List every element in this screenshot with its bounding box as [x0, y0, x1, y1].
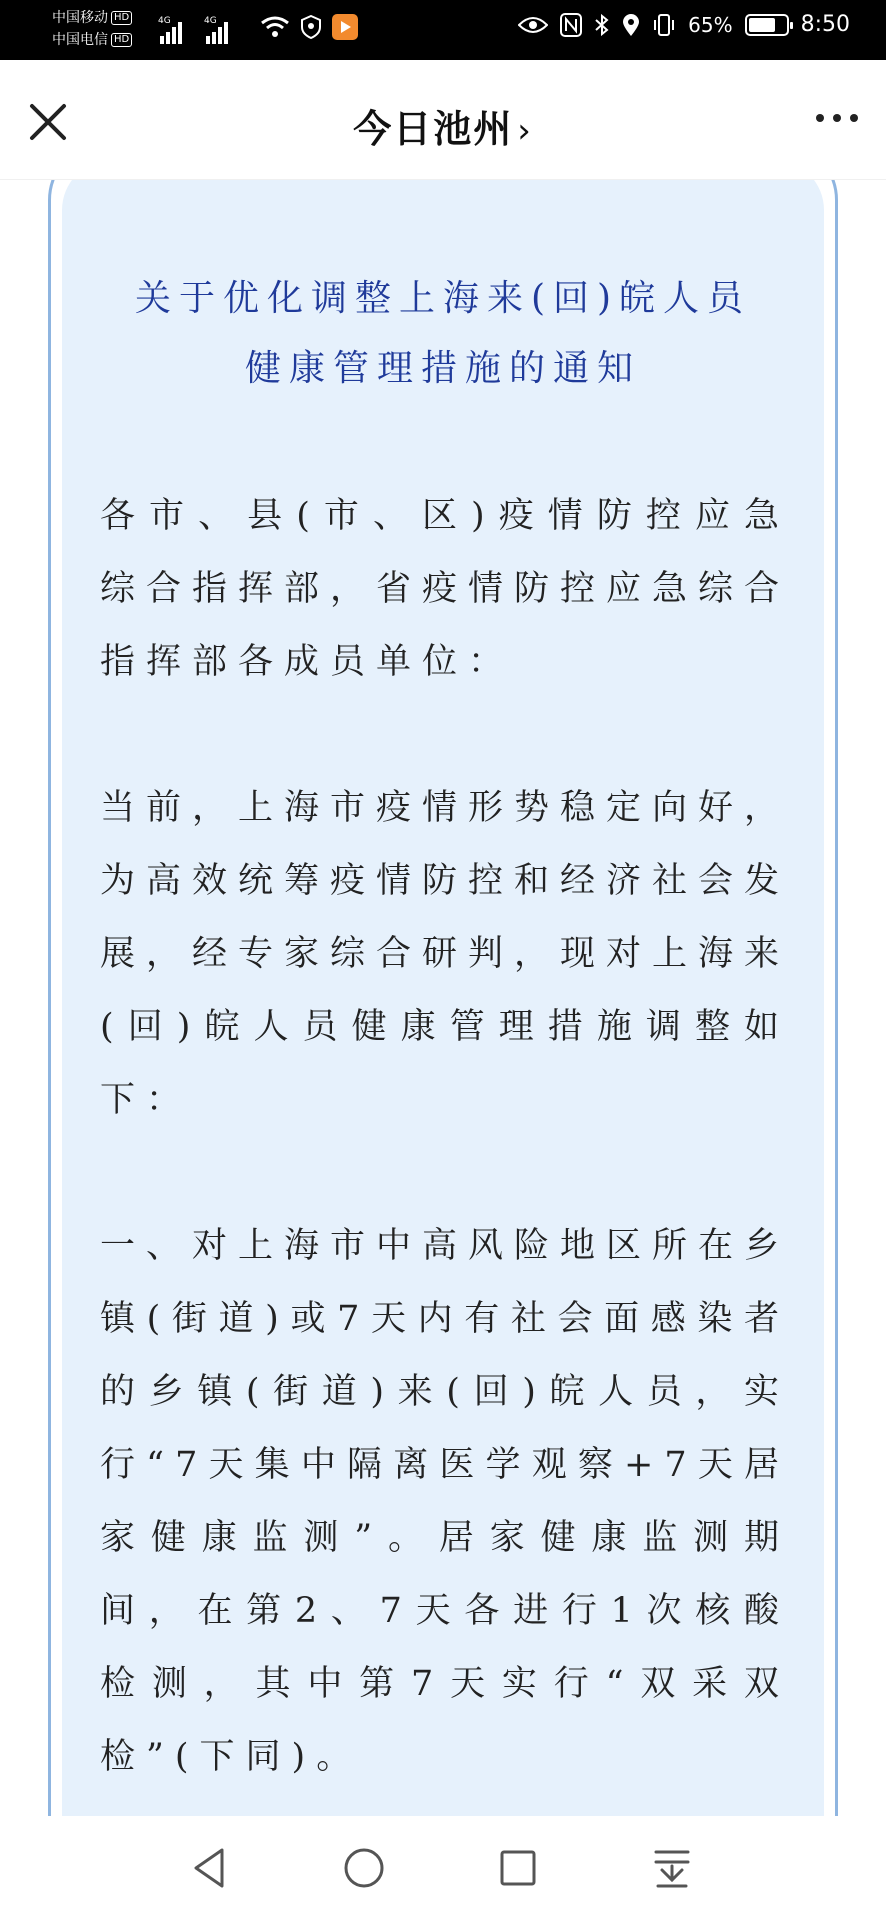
article-body[interactable] — [0, 180, 886, 1816]
shield-icon — [300, 15, 322, 39]
notice-title-line-1: 关于优化调整上海来(回)皖人员 — [134, 278, 752, 319]
account-name: 今日池州 — [353, 107, 514, 151]
recents-button[interactable] — [494, 1844, 542, 1892]
clock: 8:50 — [800, 12, 850, 37]
salutation-paragraph: 各市、县(市、区)疫情防控应急综合指挥部，省疫情防控应急综合指挥部各成员单位： — [100, 496, 791, 682]
chevron-right-icon: › — [517, 111, 533, 151]
account-title-link[interactable] — [0, 98, 886, 153]
status-icons-left — [260, 14, 358, 40]
location-icon — [622, 13, 640, 37]
eye-icon — [518, 15, 548, 35]
notice-title-line-2: 健康管理措施的通知 — [244, 348, 641, 389]
recents-icon — [494, 1844, 542, 1892]
wifi-icon — [260, 15, 290, 39]
home-icon — [340, 1844, 388, 1892]
intro-paragraph: 当前，上海市疫情形势稳定向好，为高效统筹疫情防控和经济社会发展，经专家综合研判，现对上海来(回)皖人员健康管理措施调整如下： — [100, 788, 791, 1120]
battery-icon — [745, 14, 789, 36]
home-button[interactable] — [340, 1844, 388, 1892]
signal-icon-1 — [158, 16, 182, 44]
item-1-paragraph: 一、对上海市中高风险地区所在乡镇(街道)或7天内有社会面感染者的乡镇(街道)来(回)皖人员，实行“7天集中隔离医学观察+7天居家健康监测”。居家健康监测期间，在第2、7天各进行1次核酸检测，其中第7天实行“双采双检”(下同)。 — [100, 1226, 791, 1777]
battery-percent: 65% — [688, 12, 733, 37]
more-icon-dot — [816, 114, 824, 122]
signal-icon-2 — [204, 16, 228, 44]
signal-indicators — [160, 16, 228, 44]
back-button[interactable] — [186, 1844, 234, 1892]
nav-header — [0, 60, 886, 180]
network-type-1: 4G — [158, 16, 171, 26]
more-button[interactable] — [816, 114, 858, 122]
carrier-1: 中国移动 — [52, 10, 108, 26]
hd-badge-2: HD — [111, 33, 132, 47]
notification-shade-button[interactable] — [648, 1844, 696, 1892]
back-icon — [186, 1844, 234, 1892]
hd-badge-1: HD — [111, 11, 132, 25]
carrier-2: 中国电信 — [52, 32, 108, 48]
vibrate-icon — [652, 13, 676, 37]
nfc-icon — [560, 13, 582, 37]
status-bar — [0, 0, 886, 60]
video-app-icon — [332, 14, 358, 40]
more-icon-dot — [833, 114, 841, 122]
notification-shade-icon — [648, 1844, 696, 1892]
system-nav-bar — [0, 1816, 886, 1920]
status-icons-right — [518, 12, 850, 37]
bluetooth-icon — [594, 13, 610, 37]
network-type-2: 4G — [204, 16, 217, 26]
carrier-info — [52, 7, 132, 51]
more-icon-dot — [850, 114, 858, 122]
